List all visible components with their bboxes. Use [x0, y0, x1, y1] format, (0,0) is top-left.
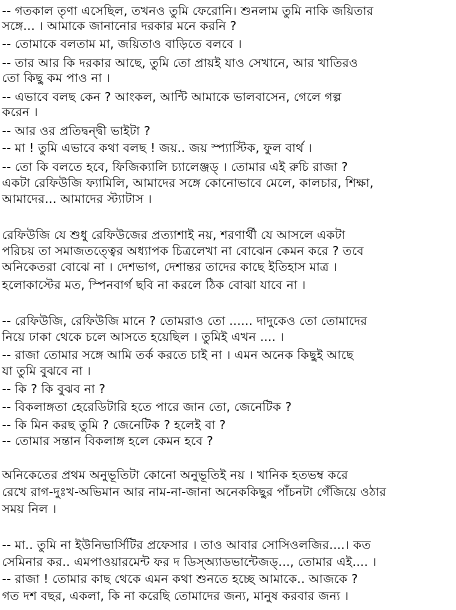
text-line: অনিকেতের প্রথম অনুভূতিটা কোনো অনুভূতিই নয় । খানিক হতভম্ব করে — [2, 468, 349, 482]
text-line: -- তোমাকে বলতাম মা, জয়িতাও বাড়িতে বলবে । — [2, 37, 242, 51]
text-line: -- রেফিউজি, রেফিউজি মানে ? তোমরাও তো ...... দাদুকেও তো তোমাদের — [2, 314, 368, 328]
text-line: -- তো কি বলতে হবে, ফিজিক্যালি চ্যালেঞ্জড্ । তোমার এই রুচি রাজা ? — [2, 160, 348, 174]
text-line: একটা রেফিউজি ফ্যামিলি, আমাদের সঙ্গে কোনোভাবে মেলে, কালচার, শিক্ষা, — [2, 176, 374, 190]
text-line: করেন । — [2, 105, 38, 119]
text-line: -- কি ? কি বুঝব না ? — [2, 382, 106, 396]
text-line: সময় নিল । — [2, 502, 57, 516]
text-line: তো কিছু কম পাও না । — [2, 71, 111, 85]
text-line: রেফিউজি যে শুধু রেফিউজের প্রত্যাশাই নয়, শরণার্থী যে আসলে একটা — [2, 228, 346, 242]
text-line: -- তার আর কি দরকার আছে, তুমি তো প্রায়ই যাও সেখানে, আর খাতিরও — [2, 56, 359, 70]
text-line: সেমিনার কর.. এমপাওয়ারমেন্ট ফর দ ডিস্অ্যাডভান্টেজড্..., তোমার এই.... । — [2, 555, 377, 569]
text-line: নিয়ে ঢাকা থেকে চলে আসতে হয়েছিল । তুমিই এখন .... । — [2, 330, 284, 344]
text-line: সঙ্গে... । আমাকে জানানোর দরকার মনে করনি ? — [2, 19, 237, 33]
text-line: গত দশ বছর, একলা, কি না করেছি তোমাদের জন্য, মানুষ করবার জন্য । — [2, 589, 349, 603]
text-line: হলোকাস্টের মত, স্পিনবার্গ ছবি না করলে ঠিক বোঝা যাবে না । — [2, 278, 306, 292]
text-line: -- রাজা ! তোমার কাছ থেকে এমন কথা শুনতে হচ্ছে আমাকে.. আজকে ? — [2, 572, 358, 586]
text-line: -- আর ওর প্রতিদ্বন্দ্বী ভাইটা ? — [2, 124, 151, 138]
text-line: -- মা.. তুমি না ইউনিভার্সিটির প্রফেসার । তাও আবার সোসিওলজির....। কত — [2, 538, 371, 552]
text-line: অনিকেতরা বোঝে না । দেশভাগ, দেশান্তর তাদের কাছে ইতিহাস মাত্র । — [2, 260, 338, 274]
text-line: -- এভাবে বলছ কেন ? আংকল, আন্টি আমাকে ভালবাসেন, গেলে গল্প — [2, 90, 342, 104]
text-line: -- মা ! তুমি এভাবে কথা বলছ ! জয়.. জয় স্প্যাস্টিক, ফুল বার্থ । — [2, 141, 313, 155]
text-line: আমাদের... আমাদের স্ট্যাটাস । — [2, 192, 152, 206]
text-line: -- গতকাল তৃণা এসেছিল, তখনও তুমি ফেরোনি। শুনলাম তুমি নাকি জয়িতার — [2, 4, 374, 18]
text-line: যা তুমি বুঝবে না । — [2, 364, 91, 378]
text-line: রেখে রাগ-দুঃখ-অভিমান আর নাম-না-জানা অনেককিছুর পাঁচনটা গেঁজিয়ে ওঠার — [2, 485, 387, 499]
text-line: -- বিকলাঙ্গতা হেরেডিটারি হতে পারে জান তো, জেনেটিক ? — [2, 400, 292, 414]
text-line: -- কি মিন করছ তুমি ? জেনেটিক ? হলেই বা ? — [2, 418, 226, 432]
text-line: -- তোমার সন্তান বিকলাঙ্গ হলে কেমন হবে ? — [2, 434, 214, 448]
text-line: পরিচয় তা সমাজতত্ত্বের অধ্যাপক চিত্রলেখা না বোঝেন কেমন করে ? তবে — [2, 244, 364, 258]
text-line: -- রাজা তোমার সঙ্গে আমি তর্ক করতে চাই না । এমন অনেক কিছুই আছে — [2, 348, 354, 362]
